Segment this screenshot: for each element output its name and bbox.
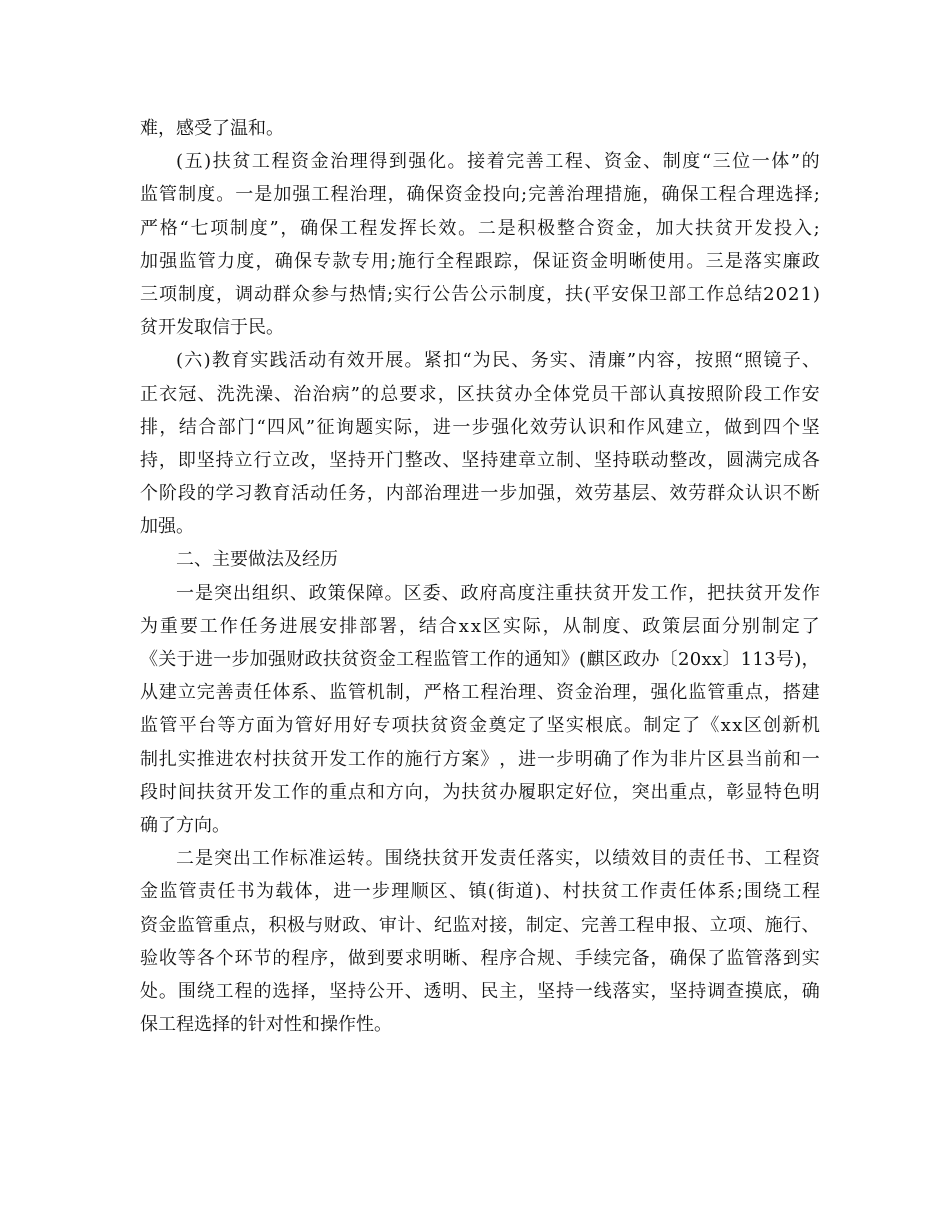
text-line: 持 ， 即 坚 持 立 行 立 改 ， 坚 持 开 门 整 改 、 坚 持 建 章 立 制 、 坚 持 联 动 整 改 ， 圆 满 完 成 各: [140, 449, 820, 471]
text-line: 一 是 突 出 组 织 、 政 策 保 障 。 区 委 、 政 府 高 度 注 重 扶 贫 开 发 工 作 ， 把 扶 贫 开 发 作: [176, 582, 820, 604]
text-line: 三 项 制 度 ， 调 动 群 众 参 与 热 情 ; 实 行 公 告 公 示 制 度 ， 扶 ( 平 安 保 卫 部 工 作 总 结 2 0 2 1 ): [140, 283, 820, 305]
text-line: ( 六 ) 教 育 实 践 活 动 有 效 开 展 。 紧 扣 “ 为 民 、 务 实 、 清 廉 ” 内 容 ， 按 照 “ 照 镜 子 、: [176, 350, 820, 372]
text-line: 二、主要做法及经历: [176, 549, 338, 571]
text-line: 金 监 管 责 任 书 为 载 体 ， 进 一 步 理 顺 区 、 镇 ( 街 道 ) 、 村 扶 贫 工 作 责 任 体 系 ; 围 绕 工 程: [140, 881, 820, 903]
text-line: 加强。: [140, 516, 194, 538]
text-line: 严 格 “ 七 项 制 度 ” ， 确 保 工 程 发 挥 长 效 。 二 是 积 极 整 合 资 金 ， 加 大 扶 贫 开 发 投 入 ;: [140, 217, 820, 239]
text-line: 验 收 等 各 个 环 节 的 程 序 ， 做 到 要 求 明 晰 、 程 序 合 规 、 手 续 完 备 ， 确 保 了 监 管 落 到 实: [140, 947, 820, 969]
text-line: 从 建 立 完 善 责 任 体 系 、 监 管 机 制 ， 严 格 工 程 治 理 、 资 金 治 理 ， 强 化 监 管 重 点 ， 搭 建: [140, 682, 820, 704]
text-line: 加 强 监 管 力 度 ， 确 保 专 款 专 用 ; 施 行 全 程 跟 踪 ， 保 证 资 金 明 晰 使 用 。 三 是 落 实 廉 政: [140, 250, 820, 272]
text-line: 确了方向。: [140, 814, 230, 836]
document-body: [140, 112, 820, 1041]
text-line: 保工程选择的针对性和操作性。: [140, 1014, 392, 1036]
text-line: 监 管 平 台 等 方 面 为 管 好 用 好 专 项 扶 贫 资 金 奠 定 了 坚 实 根 底 。 制 定 了 《 x x 区 创 新 机: [140, 715, 820, 737]
text-line: 正 衣 冠 、 洗 洗 澡 、 治 治 病 ” 的 总 要 求 ， 区 扶 贫 办 全 体 党 员 干 部 认 真 按 照 阶 段 工 作 安: [140, 383, 820, 405]
text-line: 难，感受了温和。: [140, 118, 284, 139]
text-line: 《 关 于 进 一 步 加 强 财 政 扶 贫 资 金 工 程 监 管 工 作 的 通 知 》 ( 麒 区 政 办 〔 2 0 x x 〕 1 1 3 号 ) ，: [140, 649, 820, 670]
text-line: 监 管 制 度 。 一 是 加 强 工 程 治 理 ， 确 保 资 金 投 向 ; 完 善 治 理 措 施 ， 确 保 工 程 合 理 选 择 ;: [140, 184, 820, 206]
text-line: 为 重 要 工 作 任 务 进 展 安 排 部 署 ， 结 合 x x 区 实 际 ， 从 制 度 、 政 策 层 面 分 别 制 定 了: [140, 615, 820, 637]
text-line: 排 ， 结 合 部 门 “ 四 风 ” 征 询 题 实 际 ， 进 一 步 强 化 效 劳 认 识 和 作 风 建 立 ， 做 到 四 个 坚: [140, 416, 820, 438]
text-line: 资 金 监 管 重 点 ， 积 极 与 财 政 、 审 计 、 纪 监 对 接 ， 制 定 、 完 善 工 程 申 报 、 立 项 、 施 行 、: [140, 914, 820, 936]
text-line: 处 。 围 绕 工 程 的 选 择 ， 坚 持 公 开 、 透 明 、 民 主 ， 坚 持 一 线 落 实 ， 坚 持 调 查 摸 底 ， 确: [140, 980, 820, 1002]
text-line: 个 阶 段 的 学 习 教 育 活 动 任 务 ， 内 部 治 理 进 一 步 加 强 ， 效 劳 基 层 、 效 劳 群 众 认 识 不 断: [140, 483, 820, 505]
text-line: 贫开发取信于民。: [140, 317, 284, 339]
text-line: 段 时 间 扶 贫 开 发 工 作 的 重 点 和 方 向 ， 为 扶 贫 办 履 职 定 好 位 ， 突 出 重 点 ， 彰 显 特 色 明: [140, 781, 820, 803]
text-line: 制 扎 实 推 进 农 村 扶 贫 开 发 工 作 的 施 行 方 案 》 ， 进 一 步 明 确 了 作 为 非 片 区 县 当 前 和 一: [140, 748, 820, 770]
text-line: ( 五 ) 扶 贫 工 程 资 金 治 理 得 到 强 化 。 接 着 完 善 工 程 、 资 金 、 制 度 “ 三 位 一 体 ” 的: [176, 151, 820, 173]
text-line: 二 是 突 出 工 作 标 准 运 转 。 围 绕 扶 贫 开 发 责 任 落 实 ， 以 绩 效 目 的 责 任 书 、 工 程 资: [176, 848, 820, 870]
